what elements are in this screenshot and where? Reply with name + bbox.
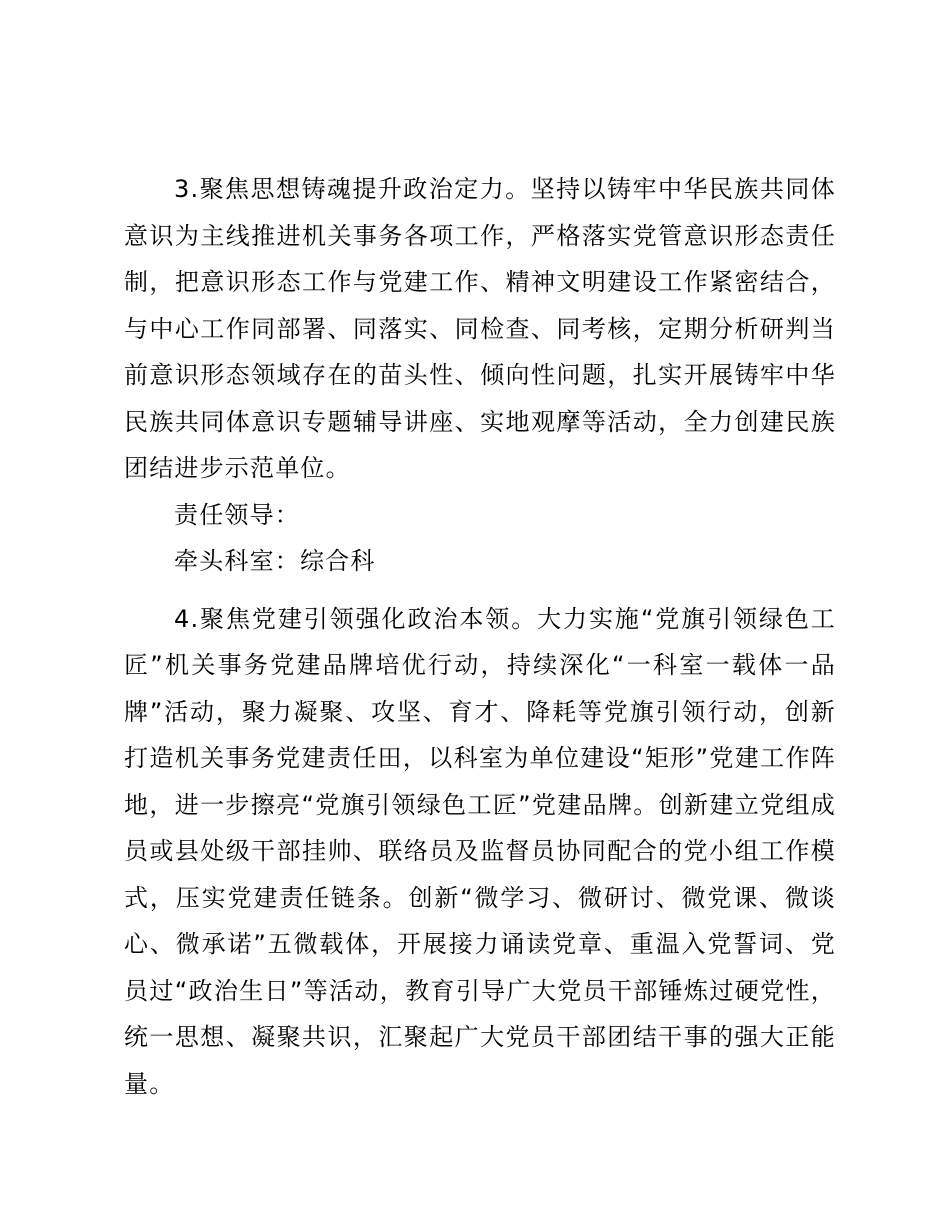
paragraph-3: 3.聚焦思想铸魂提升政治定力。坚持以铸牢中华民族共同体意识为主线推进机关事务各项工作，严格落实党管意识形态责任制，把意识形态工作与党建工作、精神文明建设工作紧密结合，与中心工作同部署、同落实、同检查、同考核，定期分析研判当前意识形态领域存在的苗头性、倾向性问题，扎实开展铸牢中华民族共同体意识专题辅导讲座、实地观摩等活动，全力创建民族团结进步示范单位。	[124, 175, 836, 482]
paragraph-4: 4.聚焦党建引领强化政治本领。大力实施“党旗引领绿色工匠”机关事务党建品牌培优行动，持续深化“一科室一载体一品牌”活动，聚力凝聚、攻坚、育才、降耗等党旗引领行动，创新打造机关事务党建责任田，以科室为单位建设“矩形”党建工作阵地，进一步擦亮“党旗引领绿色工匠”党建品牌。创新建立党组成员或县处级干部挂帅、联络员及监督员协同配合的党小组工作模式，压实党建责任链条。创新“微学习、微研讨、微党课、微谈心、微承诺”五微载体，开展接力诵读党章、重温入党誓词、党员过“政治生日”等活动，教育引导广大党员干部锤炼过硬党性，统一思想、凝聚共识，汇聚起广大党员干部团结干事的强大正能量。	[124, 604, 836, 1098]
lead-department-line: 牵头科室：综合科	[174, 547, 376, 575]
responsible-leader-line: 责任领导：	[174, 500, 300, 529]
document-body	[124, 166, 836, 1107]
